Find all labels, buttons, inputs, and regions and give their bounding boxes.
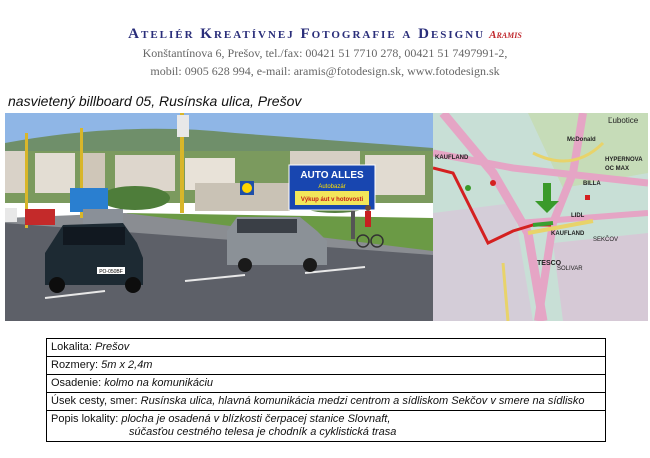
header [0, 26, 650, 79]
map-label-tesco: TESCO [537, 260, 562, 267]
map-label-lubotice: Ľubotice [608, 116, 639, 125]
street-photo-drawing [5, 113, 433, 321]
location-map [433, 113, 648, 321]
billboard-text: Výkup áut v hotovosti [300, 197, 364, 203]
map-label-lidl: LIDL [571, 213, 585, 219]
map-label-oc-max: OC MAX [605, 166, 629, 172]
map-label-sekcov: SEKČOV [593, 237, 619, 243]
aramis-logo: Aramis [489, 29, 522, 41]
map-label-mcdonald: McDonald [567, 137, 596, 143]
map-label-solivar: SOLIVAR [557, 266, 583, 272]
address-line-2: mobil: 0905 628 994, e-mail: aramis@fotodesign.sk, www.fotodesign.sk [150, 64, 500, 78]
field-value: Rusínska ulica, hlavná komunikácia medzi centrom a sídliskom Sekčov v smere na sídlisko [140, 395, 585, 407]
table-row [47, 411, 606, 442]
field-value-continued: súčasťou cestného telesa je chodník a cyklistická trasa [129, 426, 397, 438]
table-row [47, 339, 606, 357]
map-label-hypernova: HYPERNOVA [605, 157, 643, 163]
table-row [47, 375, 606, 393]
row-usek [47, 393, 606, 411]
row-lokalita [47, 339, 606, 357]
billboard-caption: nasvietený billboard 05, Rusínska ulica, Prešov [8, 93, 302, 109]
map-label-billa: BILLA [583, 181, 601, 187]
field-label: Popis lokality: [51, 413, 119, 425]
table-row [47, 357, 606, 375]
field-label: Osadenie: [51, 377, 102, 389]
billboard-info-table [46, 338, 606, 442]
location-map-drawing [433, 113, 648, 321]
field-label: Rozmery: [51, 359, 99, 371]
street-photo [5, 113, 433, 321]
license-plate: PO-050BF [99, 269, 123, 275]
field-value: plocha je osadená v blízkosti čerpacej stanice Slovnaft, [121, 413, 391, 425]
brand-title [0, 26, 650, 43]
address-line-1: Konštantínova 6, Prešov, tel./fax: 00421 51 7710 278, 00421 51 7497991-2, [142, 46, 508, 60]
billboard-sub: Autobazár [318, 184, 346, 190]
row-rozmery [47, 357, 606, 375]
map-label-kaufland-2: KAUFLAND [551, 231, 585, 237]
billboard-title: AUTO ALLES [300, 170, 364, 181]
map-label-kaufland-1: KAUFLAND [435, 155, 469, 161]
field-value: kolmo na komunikáciu [104, 377, 214, 389]
field-label: Lokalita: [51, 341, 92, 353]
field-value: 5m x 2,4m [101, 359, 153, 371]
field-value: Prešov [95, 341, 130, 353]
brand-name: Ateliér Kreatívnej Fotografie a Designu [128, 26, 486, 42]
row-osadenie [47, 375, 606, 393]
field-label: Úsek cesty, smer: [51, 395, 138, 407]
row-popis [47, 411, 606, 442]
table-row [47, 393, 606, 411]
